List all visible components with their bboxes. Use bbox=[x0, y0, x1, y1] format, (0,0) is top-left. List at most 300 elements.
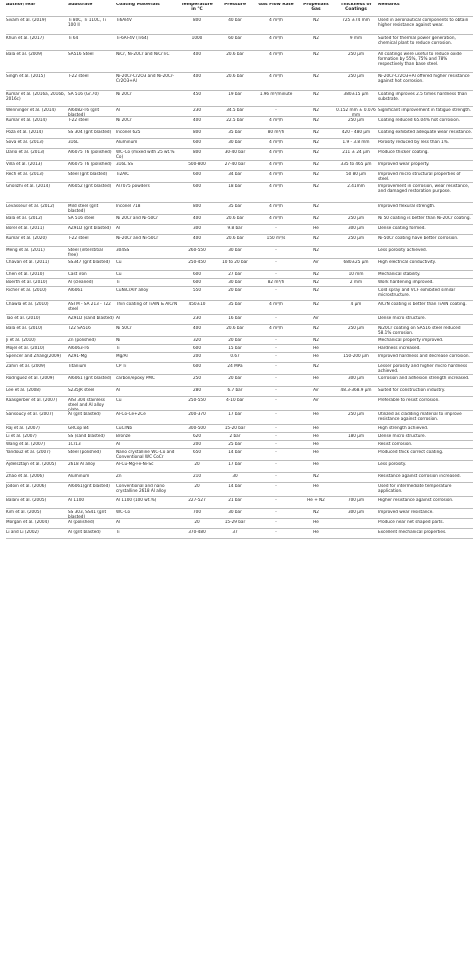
cell-thickness: 250 µm bbox=[347, 118, 365, 122]
cell-coating-materials: CP Ti bbox=[116, 364, 127, 368]
cell-temperature: 600 bbox=[193, 280, 201, 284]
cell-propellant-gas: N2 bbox=[313, 162, 319, 166]
cell-substrate: SS347 (grit blasted) bbox=[68, 260, 110, 264]
cell-author: Khun et al. (2017) bbox=[6, 36, 44, 40]
cell-gas-flow-rate: 82 m³/h bbox=[267, 280, 285, 284]
cell-author: Bala et al. (2012) bbox=[6, 216, 43, 220]
cell-coating-materials: 304SS bbox=[116, 248, 130, 252]
cell-temperature: 250 bbox=[193, 376, 201, 380]
cell-gas-flow-rate: - bbox=[275, 364, 277, 368]
cell-pressure: 17 bar bbox=[228, 412, 242, 416]
cell-temperature: 550 bbox=[193, 288, 201, 292]
cell-substrate: SS 304 (grit blasted) bbox=[68, 130, 112, 134]
cell-author: Chavan et al. (2011) bbox=[6, 260, 50, 264]
cell-substrate: AZ91-Mg bbox=[68, 354, 87, 358]
cell-gas-flow-rate: - bbox=[275, 450, 277, 454]
cell-propellant-gas: N2 bbox=[313, 52, 319, 56]
column-header-propellant-gas: Propellant Gas bbox=[303, 3, 329, 12]
table-row bbox=[6, 396, 473, 411]
cell-substrate: GRCop 84 bbox=[68, 426, 89, 430]
cell-coating-materials: Inconel 625 bbox=[116, 130, 141, 134]
cell-coating-materials: Al 1100 (100 wt.%) bbox=[116, 498, 157, 502]
cell-substrate: AZ91D (sand blasted) bbox=[68, 316, 114, 320]
cell-substrate: Steel (polished) bbox=[68, 450, 101, 454]
cell-pressure: 19 bar bbox=[228, 92, 242, 96]
cell-thickness: 2.41mm bbox=[347, 184, 365, 188]
cell-coating-materials: Al7075 powders bbox=[116, 184, 150, 188]
cell-propellant-gas: N2 bbox=[313, 18, 319, 22]
cell-pressure: 17 bar bbox=[228, 462, 242, 466]
cell-remarks: Dense coating formed. bbox=[378, 226, 426, 230]
cell-thickness: 250 µm bbox=[347, 216, 365, 220]
cell-author: Kumar et al. (2016a, 2016b, 2016c) bbox=[6, 92, 65, 101]
cell-thickness: 250 µm bbox=[347, 236, 365, 240]
cell-propellant-gas: He bbox=[313, 376, 319, 380]
cell-gas-flow-rate: - bbox=[275, 260, 277, 264]
cell-remarks: Suited for thermal power generation, chemical plant to reduce corrosion. bbox=[378, 36, 456, 45]
cell-remarks: AlCrN coating is better than TiAlN coating. bbox=[378, 302, 467, 306]
cell-propellant-gas: He bbox=[313, 450, 319, 454]
cell-thickness: 300 µm bbox=[347, 376, 365, 380]
cell-gas-flow-rate: - bbox=[275, 434, 277, 438]
cell-propellant-gas: He bbox=[313, 484, 319, 488]
cell-author: Meng et al. (2011) bbox=[6, 248, 45, 252]
cell-temperature: 300 bbox=[193, 226, 201, 230]
cell-author: Mojel et al. (2010) bbox=[6, 346, 45, 350]
table-row bbox=[6, 286, 473, 301]
cell-propellant-gas: N2 bbox=[313, 216, 319, 220]
cell-remarks: High strength achieved. bbox=[378, 426, 429, 430]
cell-author: Lee et al. (2008) bbox=[6, 388, 41, 392]
cell-author: Spencer and Zhang(2009) bbox=[6, 354, 62, 358]
cell-gas-flow-rate: - bbox=[275, 474, 277, 478]
cell-temperature: 500-800 bbox=[188, 162, 206, 166]
cell-gas-flow-rate: 4 m³/h bbox=[269, 216, 283, 220]
cell-coating-materials: WC-Co (mixed with 25 wt.% Co) bbox=[116, 150, 175, 159]
cell-pressure: 0.67 bbox=[230, 354, 240, 358]
cell-coating-materials: Conventional and nano crystalline 2618 Al alloy bbox=[116, 484, 167, 493]
column-header-thickness: Thickness of Coatings bbox=[340, 3, 372, 12]
cell-substrate: Cast iron bbox=[68, 272, 87, 276]
cell-substrate: Al6061 bbox=[68, 288, 83, 292]
cell-coating-materials: Aluminum bbox=[116, 140, 138, 144]
cell-thickness: 1.9 - 3.8 mm bbox=[342, 140, 370, 144]
table-row bbox=[6, 410, 473, 425]
cell-temperature: 600 bbox=[193, 140, 201, 144]
cell-remarks: Resist corrosion. bbox=[378, 442, 413, 446]
cell-coating-materials: Ti bbox=[116, 280, 120, 284]
cell-temperature: 450±10 bbox=[188, 302, 206, 306]
cell-author: Kumar et al. (2014) bbox=[6, 118, 47, 122]
cell-thickness: 380±15 µm bbox=[343, 92, 369, 96]
cell-temperature: 400 bbox=[193, 52, 201, 56]
cell-thickness: 9 mm bbox=[349, 36, 363, 40]
cell-gas-flow-rate: - bbox=[275, 226, 277, 230]
table-row bbox=[6, 90, 473, 107]
cell-propellant-gas: N2 bbox=[313, 272, 319, 276]
cell-pressure: 14 bar bbox=[228, 484, 242, 488]
cell-thickness: 48.3-368.9 µm bbox=[340, 388, 372, 392]
cell-gas-flow-rate: - bbox=[275, 354, 277, 358]
cell-temperature: 320 bbox=[193, 338, 201, 342]
cell-gas-flow-rate: 150 m³/s bbox=[266, 236, 286, 240]
cell-coating-materials: 316L SS bbox=[116, 162, 133, 166]
cell-thickness: 300 µm bbox=[347, 226, 365, 230]
cell-gas-flow-rate: - bbox=[275, 108, 277, 112]
cell-coating-materials: Cu bbox=[116, 272, 122, 276]
cell-thickness: 150-200 µm bbox=[343, 354, 369, 358]
cell-temperature: 600 bbox=[193, 364, 201, 368]
cell-propellant-gas: He bbox=[313, 346, 319, 350]
column-header-coating-materials: Coating Materials bbox=[116, 3, 160, 7]
cell-propellant-gas: N2 bbox=[313, 510, 319, 514]
cell-remarks: Produced thick correct coating. bbox=[378, 450, 444, 454]
cell-substrate: Al6075 T6 (polished) bbox=[68, 162, 112, 166]
cell-remarks: Ni20Cr coating on SA516 steel reduced 58.1% corrosion. bbox=[378, 326, 461, 335]
cell-thickness: 700 µm bbox=[347, 498, 365, 502]
cell-gas-flow-rate: - bbox=[275, 248, 277, 252]
cell-coating-materials: Al bbox=[116, 108, 121, 112]
cell-remarks: Hardness increased. bbox=[378, 346, 421, 350]
cell-gas-flow-rate: 4 m³/h bbox=[269, 204, 283, 208]
cell-author: Sivam et al. (2019) bbox=[6, 18, 47, 22]
cell-substrate: ASTM - SA 213 - T22 steel bbox=[68, 302, 111, 311]
cell-propellant-gas: He bbox=[313, 520, 319, 524]
cell-substrate: 1Cr13 bbox=[68, 442, 81, 446]
cell-author: Raj et al. (2007) bbox=[6, 426, 40, 430]
cell-author: Bala et al. (2009) bbox=[6, 52, 43, 56]
cell-remarks: Higher resistance against corrosion. bbox=[378, 498, 454, 502]
cell-author: Boerth et al. (2010) bbox=[6, 280, 48, 284]
cell-pressure: 34 bar bbox=[228, 172, 242, 176]
cell-substrate: Aluminum bbox=[68, 474, 90, 478]
cell-coating-materials: Ni-20Cr-Cr2O3 and Ni-20Cr-Cr2O3+Al bbox=[116, 74, 174, 83]
cell-coating-materials: CuCrNb bbox=[116, 426, 133, 430]
cell-pressure: 20.6 bar bbox=[226, 74, 244, 78]
cell-propellant-gas: He bbox=[313, 412, 319, 416]
cell-substrate: Al6061(grit blasted) bbox=[68, 484, 110, 488]
cell-propellant-gas: Air bbox=[313, 316, 319, 320]
column-header-remarks: Remarks bbox=[378, 3, 400, 7]
cell-propellant-gas: N2 bbox=[313, 302, 319, 306]
cell-pressure: 6.7 bar bbox=[227, 388, 243, 392]
cell-author: Ajdelsztajn et al. (2005) bbox=[6, 462, 57, 466]
cell-substrate: S235JR steel bbox=[68, 388, 95, 392]
cell-temperature: 450 bbox=[193, 92, 201, 96]
cell-author: Li et al. (2007) bbox=[6, 434, 37, 438]
cell-pressure: 30 bar bbox=[228, 510, 242, 514]
cell-propellant-gas: N2 bbox=[313, 474, 319, 478]
cell-pressure: 60 bar bbox=[228, 36, 242, 40]
cell-pressure: 9.8 bar bbox=[227, 226, 243, 230]
cell-propellant-gas: N2 bbox=[313, 204, 319, 208]
cell-temperature: 200-370 bbox=[188, 412, 206, 416]
cell-author: Zahiri et al. (2009) bbox=[6, 364, 46, 368]
cell-temperature: 280 bbox=[193, 388, 201, 392]
cell-gas-flow-rate: - bbox=[275, 388, 277, 392]
cell-pressure: 22.5 bar bbox=[226, 118, 244, 122]
cell-propellant-gas: He bbox=[313, 426, 319, 430]
cell-coating-materials: Ti2AlC bbox=[116, 172, 130, 176]
cell-substrate: T-22 steel bbox=[68, 118, 89, 122]
cell-pressure: 30 bar bbox=[228, 280, 242, 284]
cell-substrate: SS (sand blasted) bbox=[68, 434, 105, 438]
cell-pressure: 35 bar bbox=[228, 130, 242, 134]
cell-temperature: 650 bbox=[193, 450, 201, 454]
cell-author: Kumar et al. (2020) bbox=[6, 236, 47, 240]
cell-temperature: 600 bbox=[193, 172, 201, 176]
cell-propellant-gas: He bbox=[313, 354, 319, 358]
cell-remarks: Less porosity. bbox=[378, 462, 407, 466]
cell-substrate: Al6075 T6 (polished) bbox=[68, 150, 112, 154]
cell-substrate: AISI 304 stainless steel and Al alloy plate bbox=[68, 398, 105, 412]
cell-propellant-gas: N2 bbox=[313, 74, 319, 78]
cell-temperature: 260-550 bbox=[188, 248, 206, 252]
cell-gas-flow-rate: 4 m³/h bbox=[269, 18, 283, 22]
cell-temperature: 20 bbox=[194, 520, 200, 524]
cell-pressure: 15-20 bar bbox=[224, 426, 246, 430]
cell-remarks: Mechanical property improved. bbox=[378, 338, 444, 342]
cell-author: Poza et al. (2014) bbox=[6, 130, 43, 134]
cell-coating-materials: WC-Co bbox=[116, 510, 131, 514]
cell-propellant-gas: N2 bbox=[313, 236, 319, 240]
cell-author: Ji et al. (2010) bbox=[6, 338, 36, 342]
cell-pressure: 35 bar bbox=[228, 302, 242, 306]
cell-substrate: Steel (grit blasted) bbox=[68, 172, 108, 176]
cell-thickness: 2 mm bbox=[349, 280, 363, 284]
cell-remarks: Improved hardness and decrease corrosion. bbox=[378, 354, 470, 358]
column-header-substrate: Substrate bbox=[68, 3, 93, 7]
cell-temperature: 620 bbox=[193, 434, 201, 438]
cell-coating-materials: Al bbox=[116, 316, 121, 320]
cell-author: Wang et al. (2007) bbox=[6, 442, 45, 446]
cell-gas-flow-rate: - bbox=[275, 520, 277, 524]
cell-substrate: Al6052 (grit blasted) bbox=[68, 184, 112, 188]
cell-propellant-gas: N2 bbox=[313, 140, 319, 144]
cell-temperature: 800 bbox=[193, 18, 201, 22]
cell-coating-materials: Al-Cu-Mg-Fe-Ni-Sc bbox=[116, 462, 154, 466]
cell-coating-materials: Ti6Al4V bbox=[116, 18, 132, 22]
cell-propellant-gas: Air bbox=[313, 398, 319, 402]
cell-substrate: Titanium bbox=[68, 364, 87, 368]
column-header-gas-flow-rate: Gas Flow Rate bbox=[258, 3, 294, 7]
cell-propellant-gas: N2 bbox=[313, 364, 319, 368]
cell-substrate: Al6061 (grit blasted) bbox=[68, 376, 112, 380]
table-row bbox=[6, 300, 473, 315]
cell-thickness: 300 µm bbox=[347, 510, 365, 514]
cell-pressure: 20.6 bar bbox=[226, 52, 244, 56]
cell-thickness: 4 µm bbox=[350, 302, 362, 306]
cell-coating-materials: Al bbox=[116, 520, 121, 524]
cell-temperature: 400 bbox=[193, 74, 201, 78]
cell-author: Richer et al. (2010) bbox=[6, 288, 47, 292]
cell-coating-materials: Ti bbox=[116, 530, 120, 534]
cell-thickness: 0.152 mm ± 0.076 mm bbox=[336, 108, 376, 117]
cell-author: Sansoucy et al. (2007) bbox=[6, 412, 54, 416]
cell-temperature: 1000 bbox=[191, 36, 203, 40]
cell-remarks: Ni 50 coating is better than Ni-20Cr coating. bbox=[378, 216, 471, 220]
cell-propellant-gas: Air bbox=[313, 260, 319, 264]
cell-coating-materials: Cu bbox=[116, 260, 122, 264]
cell-remarks: Mechanical stability. bbox=[378, 272, 421, 276]
cell-remarks: Dense micro structure. bbox=[378, 434, 426, 438]
cell-remarks: Less porosity achieved. bbox=[378, 248, 428, 252]
cell-coating-materials: carbon/epoxy PMC bbox=[116, 376, 155, 380]
cell-author: Zhao et al. (2006) bbox=[6, 474, 44, 478]
cell-propellant-gas: He bbox=[313, 434, 319, 438]
cell-gas-flow-rate: 4 m³/h bbox=[269, 150, 283, 154]
cell-remarks: High electrical conductivity. bbox=[378, 260, 436, 264]
cell-gas-flow-rate: 4 m³/h bbox=[269, 172, 283, 176]
cell-author: Bala et al. (2010) bbox=[6, 326, 43, 330]
cell-substrate: SS 303, SS41 (grit blasted) bbox=[68, 510, 107, 519]
cell-propellant-gas: He + N2 bbox=[307, 498, 325, 502]
cell-coating-materials: Ti bbox=[116, 346, 120, 350]
cell-coating-materials: Mg/Al bbox=[116, 354, 128, 358]
cell-gas-flow-rate: 4 m³/h bbox=[269, 162, 283, 166]
cell-gas-flow-rate: 4 m³/h bbox=[269, 326, 283, 330]
cell-remarks: All coatings were useful to reduce oxide formation by 55%, 75% and 78% respectively than base steel. bbox=[378, 52, 462, 66]
cell-remarks: Preferable to resist corrosion. bbox=[378, 398, 440, 402]
cell-gas-flow-rate: - bbox=[275, 412, 277, 416]
cell-pressure: 20 bar bbox=[228, 288, 242, 292]
cell-author: Li and Li (2002) bbox=[6, 530, 39, 534]
cell-remarks: Used for intermediate temperature application. bbox=[378, 484, 452, 493]
cell-propellant-gas: He bbox=[313, 530, 319, 534]
cell-pressure: 4-10 bar bbox=[226, 398, 244, 402]
cell-author: Villa et al. (2013) bbox=[6, 162, 43, 166]
cell-remarks: Improvement in corrosion, wear resistance, and damaged restoration purpose. bbox=[378, 184, 470, 193]
cell-author: Levasseur et al. (2012) bbox=[6, 204, 55, 208]
cell-temperature: 300-500 bbox=[188, 426, 206, 430]
cell-pressure: 27 bar bbox=[228, 272, 242, 276]
cell-gas-flow-rate: - bbox=[275, 272, 277, 276]
cell-gas-flow-rate: 4 m³/h bbox=[269, 36, 283, 40]
cell-remarks: Coating reduced 65.04% hot corrosion. bbox=[378, 118, 460, 122]
cell-gas-flow-rate: - bbox=[275, 484, 277, 488]
cell-substrate: SA 516 (Gr.70) bbox=[68, 92, 99, 96]
cell-remarks: Coating improves 2.5 times hardness than substrate. bbox=[378, 92, 468, 101]
cell-temperature: 400 bbox=[193, 236, 201, 240]
cell-author: Rech et al. (2013) bbox=[6, 172, 44, 176]
table-row bbox=[6, 72, 473, 91]
cell-temperature: 700 bbox=[193, 510, 201, 514]
cell-coating-materials: Ni 20Cr bbox=[116, 118, 132, 122]
cell-remarks: Produce near net shaped parts. bbox=[378, 520, 444, 524]
cell-gas-flow-rate: - bbox=[275, 510, 277, 514]
column-header-temperature: Temperature in °C bbox=[181, 3, 213, 12]
cell-temperature: 200 bbox=[193, 354, 201, 358]
cell-coating-materials: Ni-20Cr and Ni-50Cr bbox=[116, 236, 159, 240]
cell-temperature: 230 bbox=[193, 108, 201, 112]
cell-pressure: 20.6 bar bbox=[226, 236, 244, 240]
cell-substrate: 316L bbox=[68, 140, 79, 144]
cell-temperature: 400 bbox=[193, 118, 201, 122]
cell-thickness: 180 µm bbox=[347, 434, 365, 438]
column-header-pressure: Pressure bbox=[224, 3, 246, 7]
cell-temperature: 800 bbox=[193, 130, 201, 134]
cell-temperature: 227-527 bbox=[188, 498, 206, 502]
cell-temperature: 600 bbox=[193, 346, 201, 350]
cell-propellant-gas: Air bbox=[313, 388, 319, 392]
cell-pressure: 16 bar bbox=[228, 316, 242, 320]
cell-temperature: 600 bbox=[193, 272, 201, 276]
cell-substrate: Al6082-T6 (grit blasted) bbox=[68, 108, 100, 117]
cell-pressure: 30-40 bar bbox=[224, 150, 246, 154]
cell-substrate: 2618 Al alloy bbox=[68, 462, 96, 466]
cell-temperature: 250-550 bbox=[188, 398, 206, 402]
cell-temperature: 600 bbox=[193, 184, 201, 188]
cell-thickness: 335 to 465 µm bbox=[340, 162, 372, 166]
table-row bbox=[6, 34, 473, 51]
cell-substrate: T-22 steel bbox=[68, 74, 89, 78]
cell-temperature: 20 bbox=[194, 462, 200, 466]
cell-author: Kaasgerber et al. (2007) bbox=[6, 398, 58, 402]
table-row bbox=[6, 182, 473, 203]
cell-coating-materials: Al bbox=[116, 442, 121, 446]
cell-remarks: Resistance against corrosion increased. bbox=[378, 474, 461, 478]
cell-remarks: Excellent mechanical properties. bbox=[378, 530, 447, 534]
cell-gas-flow-rate: - bbox=[275, 288, 277, 292]
cell-substrate: SA516 Steel bbox=[68, 52, 94, 56]
cell-gas-flow-rate: - bbox=[275, 346, 277, 350]
cell-substrate: Zn (polished) bbox=[68, 338, 96, 342]
cell-remarks: Improved flexural strength. bbox=[378, 204, 436, 208]
cell-remarks: Dense micro structure. bbox=[378, 316, 426, 320]
cell-remarks: Coating exhibited adequate wear resistance. bbox=[378, 130, 472, 134]
cell-author: Sova et al. (2013) bbox=[6, 140, 44, 144]
cell-thickness: 250 µm bbox=[347, 326, 365, 330]
cell-gas-flow-rate: - bbox=[275, 442, 277, 446]
cell-pressure: 34.5 bar bbox=[226, 108, 244, 112]
cell-propellant-gas: N2 bbox=[313, 326, 319, 330]
cell-substrate: Al (grit blasted) bbox=[68, 530, 101, 534]
cell-coating-materials: Cu bbox=[116, 398, 122, 402]
cell-thickness: 250 µm bbox=[347, 74, 365, 78]
cell-pressure: 30 bbox=[232, 474, 238, 478]
cell-remarks: Work hardening improved. bbox=[378, 280, 434, 284]
cell-pressure: 24 MPa bbox=[227, 364, 243, 368]
cell-remarks: Cold spray and VCF exhibited similar microstructure. bbox=[378, 288, 456, 297]
cell-gas-flow-rate: 4 m³/h bbox=[269, 184, 283, 188]
cell-author: Kim et al. (2005) bbox=[6, 510, 42, 514]
table-row bbox=[6, 16, 473, 35]
cell-coating-materials: Zn bbox=[116, 474, 122, 478]
cell-substrate: Al (grit blasted) bbox=[68, 412, 101, 416]
cell-thickness: 420 - 480 µm bbox=[341, 130, 371, 134]
cell-temperature: 800 bbox=[193, 150, 201, 154]
table-header-row bbox=[6, 2, 473, 16]
cell-coating-materials: Al bbox=[116, 388, 121, 392]
cell-pressure: 20.6 bar bbox=[226, 326, 244, 330]
cell-substrate: Al (cleaned) bbox=[68, 280, 94, 284]
cell-gas-flow-rate: 4 m³/h bbox=[269, 74, 283, 78]
cell-gas-flow-rate: 4 m³/h bbox=[269, 118, 283, 122]
cell-remarks: Corrosion and adhesion strength increased. bbox=[378, 376, 470, 380]
cell-propellant-gas: N2 bbox=[313, 130, 319, 134]
cell-coating-materials: Al-Co-Ce+2Ce bbox=[116, 412, 146, 416]
cell-coating-materials: NiCr, Ni-20Cr and NiCrTiC bbox=[116, 52, 170, 56]
cell-gas-flow-rate: - bbox=[275, 398, 277, 402]
cell-author: Rodriguez et al. (2009) bbox=[6, 376, 55, 380]
cell-propellant-gas: N2 bbox=[313, 172, 319, 176]
cell-author: Yandouz et al. (2007) bbox=[6, 450, 51, 454]
cell-author: Chawla et al. (2010) bbox=[6, 302, 49, 306]
cell-gas-flow-rate: - bbox=[275, 376, 277, 380]
cell-substrate: Ti 80C, Ti 110C, Ti 100 II bbox=[68, 18, 106, 27]
cell-propellant-gas: N2 bbox=[313, 248, 319, 252]
cell-thickness: 725 ±74 mm bbox=[342, 18, 370, 22]
